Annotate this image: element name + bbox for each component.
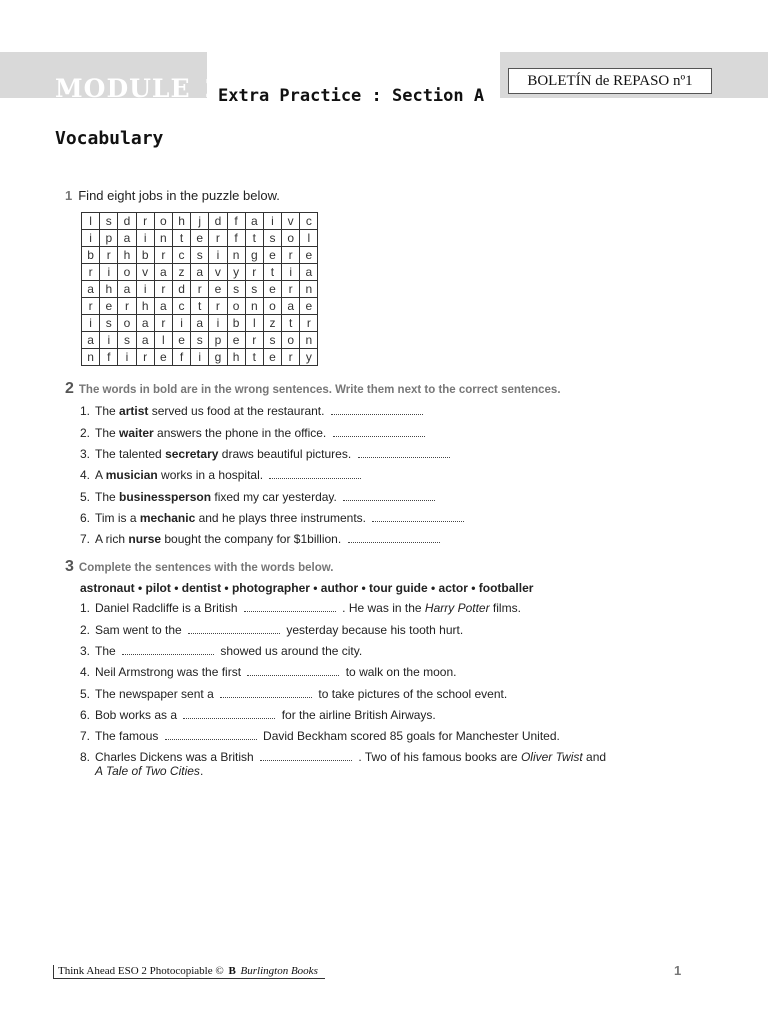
grid-cell[interactable]: p: [209, 332, 227, 349]
grid-cell[interactable]: b: [136, 247, 154, 264]
grid-cell[interactable]: r: [245, 332, 263, 349]
grid-cell[interactable]: s: [245, 281, 263, 298]
grid-row: [82, 264, 318, 281]
grid-cell[interactable]: o: [282, 332, 300, 349]
grid-cell[interactable]: b: [82, 247, 100, 264]
grid-row: [82, 298, 318, 315]
exercise3-heading: [65, 558, 333, 576]
answer-blank[interactable]: [269, 468, 361, 479]
grid-cell[interactable]: n: [300, 281, 318, 298]
grid-cell[interactable]: b: [227, 315, 245, 332]
grid-cell[interactable]: a: [191, 264, 209, 281]
grid-cell[interactable]: s: [191, 332, 209, 349]
italic-title: A Tale of Two Cities: [95, 764, 200, 778]
grid-cell[interactable]: r: [154, 281, 172, 298]
grid-cell[interactable]: a: [300, 264, 318, 281]
grid-cell[interactable]: h: [100, 281, 118, 298]
grid-cell[interactable]: e: [263, 247, 281, 264]
exercise2-item: 7. A rich nurse bought the company for $1billion.: [80, 532, 443, 546]
bold-word: nurse: [128, 532, 162, 546]
grid-cell[interactable]: a: [118, 230, 136, 247]
grid-cell[interactable]: a: [82, 281, 100, 298]
item-number: 3.: [80, 644, 91, 658]
answer-blank[interactable]: [333, 426, 425, 437]
grid-cell[interactable]: n: [300, 332, 318, 349]
grid-cell[interactable]: d: [118, 213, 136, 230]
grid-cell[interactable]: n: [245, 298, 263, 315]
grid-cell[interactable]: l: [300, 230, 318, 247]
grid-cell[interactable]: e: [172, 332, 190, 349]
grid-cell[interactable]: z: [172, 264, 190, 281]
grid-cell[interactable]: y: [300, 349, 318, 366]
grid-cell[interactable]: o: [282, 230, 300, 247]
answer-blank[interactable]: [358, 447, 450, 458]
grid-cell[interactable]: a: [245, 213, 263, 230]
exercise3-number: 3: [65, 558, 74, 575]
grid-cell[interactable]: l: [82, 213, 100, 230]
grid-cell[interactable]: i: [209, 247, 227, 264]
item-number: 8.: [80, 750, 91, 764]
grid-cell[interactable]: a: [154, 298, 172, 315]
grid-cell[interactable]: v: [209, 264, 227, 281]
exercise1-heading: [65, 188, 280, 203]
grid-cell[interactable]: p: [100, 230, 118, 247]
grid-cell[interactable]: e: [100, 298, 118, 315]
answer-blank[interactable]: [220, 687, 312, 698]
bold-word: mechanic: [139, 511, 196, 525]
exercise3-item: 5. The newspaper sent a to take pictures of the school event.: [80, 687, 508, 701]
grid-cell[interactable]: r: [209, 230, 227, 247]
exercise3-item: 6. Bob works as a for the airline British Airways.: [80, 708, 436, 722]
item-number: 1.: [80, 404, 91, 418]
grid-cell[interactable]: i: [100, 332, 118, 349]
item-number: 4.: [80, 665, 91, 679]
exercise3-item: 8. Charles Dickens was a British . Two of his famous books are Oliver Twist and A Tale of Two Cities.: [80, 750, 607, 778]
grid-cell[interactable]: r: [100, 247, 118, 264]
grid-cell[interactable]: r: [154, 247, 172, 264]
grid-cell[interactable]: c: [172, 247, 190, 264]
grid-row: [82, 281, 318, 298]
footer-credit: [53, 965, 325, 979]
item-number: 4.: [80, 468, 91, 482]
grid-cell[interactable]: f: [227, 230, 245, 247]
grid-cell[interactable]: r: [82, 264, 100, 281]
exercise3-item: 4. Neil Armstrong was the first to walk on the moon.: [80, 665, 457, 679]
grid-cell[interactable]: a: [136, 332, 154, 349]
grid-row: [82, 213, 318, 230]
exercise3-item: 2. Sam went to the yesterday because his tooth hurt.: [80, 623, 464, 637]
exercise2-item: 6. Tim is a mechanic and he plays three instruments.: [80, 511, 467, 525]
grid-cell[interactable]: e: [300, 247, 318, 264]
answer-blank[interactable]: [122, 644, 214, 655]
grid-cell[interactable]: a: [191, 315, 209, 332]
page-number: 1: [674, 963, 682, 978]
grid-cell[interactable]: f: [100, 349, 118, 366]
grid-cell[interactable]: i: [282, 264, 300, 281]
item-number: 2.: [80, 426, 91, 440]
item-number: 6.: [80, 511, 91, 525]
grid-cell[interactable]: a: [136, 315, 154, 332]
grid-cell[interactable]: a: [118, 281, 136, 298]
grid-cell[interactable]: r: [245, 264, 263, 281]
exercise2-item: 2. The waiter answers the phone in the office.: [80, 426, 428, 440]
answer-blank[interactable]: [372, 511, 464, 522]
italic-title: Oliver Twist: [520, 750, 583, 764]
publisher-name: Burlington Books: [240, 965, 318, 977]
exercise2-number: 2: [65, 380, 74, 397]
grid-cell[interactable]: r: [282, 349, 300, 366]
exercise2-item: 4. A musician works in a hospital.: [80, 468, 364, 482]
grid-cell[interactable]: s: [263, 332, 281, 349]
grid-cell[interactable]: v: [282, 213, 300, 230]
grid-cell[interactable]: s: [100, 315, 118, 332]
answer-blank[interactable]: [165, 729, 257, 740]
exercise3-item: 7. The famous David Beckham scored 85 goals for Manchester United.: [80, 729, 560, 743]
grid-cell[interactable]: y: [227, 264, 245, 281]
item-number: 5.: [80, 687, 91, 701]
grid-cell[interactable]: o: [263, 298, 281, 315]
footer-text: Think Ahead ESO 2 Photocopiable ©: [58, 965, 224, 977]
bold-word: secretary: [165, 447, 219, 461]
grid-cell[interactable]: n: [154, 230, 172, 247]
grid-cell[interactable]: r: [154, 315, 172, 332]
grid-cell[interactable]: t: [172, 230, 190, 247]
item-number: 5.: [80, 490, 91, 504]
grid-cell[interactable]: g: [209, 349, 227, 366]
publisher-logo: B: [228, 965, 236, 977]
answer-blank[interactable]: [331, 404, 423, 415]
grid-cell[interactable]: s: [263, 230, 281, 247]
item-number: 2.: [80, 623, 91, 637]
grid-cell[interactable]: r: [282, 247, 300, 264]
grid-cell[interactable]: l: [154, 332, 172, 349]
exercise3-item: 3. The showed us around the city.: [80, 644, 363, 658]
answer-blank[interactable]: [188, 623, 280, 634]
grid-cell[interactable]: r: [82, 298, 100, 315]
answer-blank[interactable]: [247, 665, 339, 676]
grid-cell[interactable]: o: [118, 315, 136, 332]
grid-cell[interactable]: i: [209, 315, 227, 332]
grid-cell[interactable]: o: [154, 213, 172, 230]
grid-cell[interactable]: t: [282, 315, 300, 332]
grid-cell[interactable]: h: [172, 213, 190, 230]
grid-cell[interactable]: a: [154, 264, 172, 281]
grid-cell[interactable]: a: [282, 298, 300, 315]
exercise2-item: 5. The businessperson fixed my car yesterday.: [80, 490, 438, 504]
grid-cell[interactable]: f: [172, 349, 190, 366]
grid-cell[interactable]: i: [172, 315, 190, 332]
answer-blank[interactable]: [244, 601, 336, 612]
exercise3-item: 1. Daniel Radcliffe is a British . He was in the Harry Potter films.: [80, 601, 521, 615]
module-label: MODULE 2: [55, 74, 223, 103]
grid-cell[interactable]: t: [245, 230, 263, 247]
grid-cell[interactable]: g: [245, 247, 263, 264]
grid-cell[interactable]: e: [300, 298, 318, 315]
exercise2-item: 3. The talented secretary draws beautiful pictures.: [80, 447, 453, 461]
answer-blank[interactable]: [343, 490, 435, 501]
item-number: 3.: [80, 447, 91, 461]
grid-cell[interactable]: r: [136, 349, 154, 366]
grid-cell[interactable]: i: [191, 349, 209, 366]
grid-cell[interactable]: i: [118, 349, 136, 366]
grid-cell[interactable]: h: [227, 349, 245, 366]
grid-cell[interactable]: r: [282, 281, 300, 298]
grid-cell[interactable]: l: [245, 315, 263, 332]
grid-cell[interactable]: e: [227, 332, 245, 349]
grid-cell[interactable]: i: [136, 230, 154, 247]
grid-cell[interactable]: s: [227, 281, 245, 298]
grid-cell[interactable]: i: [263, 213, 281, 230]
exercise1-number: 1: [65, 188, 73, 203]
exercise2-heading: [65, 380, 561, 398]
grid-cell[interactable]: h: [136, 298, 154, 315]
grid-cell[interactable]: e: [263, 281, 281, 298]
italic-title: Harry Potter: [424, 601, 490, 615]
grid-cell[interactable]: f: [227, 213, 245, 230]
grid-cell[interactable]: e: [191, 230, 209, 247]
bold-word: artist: [119, 404, 149, 418]
grid-cell[interactable]: d: [209, 213, 227, 230]
bold-word: musician: [105, 468, 158, 482]
grid-cell[interactable]: d: [172, 281, 190, 298]
item-number: 6.: [80, 708, 91, 722]
grid-cell[interactable]: r: [191, 281, 209, 298]
grid-cell[interactable]: e: [263, 349, 281, 366]
grid-row: [82, 230, 318, 247]
grid-cell[interactable]: i: [82, 315, 100, 332]
grid-cell[interactable]: r: [136, 213, 154, 230]
grid-cell[interactable]: h: [118, 247, 136, 264]
answer-blank[interactable]: [348, 532, 440, 543]
grid-cell[interactable]: s: [100, 213, 118, 230]
bold-word: waiter: [119, 426, 154, 440]
grid-cell[interactable]: s: [191, 247, 209, 264]
grid-cell[interactable]: r: [300, 315, 318, 332]
item-number: 1.: [80, 601, 91, 615]
grid-cell[interactable]: a: [82, 332, 100, 349]
grid-cell[interactable]: e: [209, 281, 227, 298]
grid-row: [82, 315, 318, 332]
grid-cell[interactable]: s: [118, 332, 136, 349]
exercise3-instruction: Complete the sentences with the words below.: [78, 562, 334, 574]
answer-blank[interactable]: [183, 708, 275, 719]
grid-cell[interactable]: v: [136, 264, 154, 281]
grid-cell[interactable]: r: [209, 298, 227, 315]
grid-cell[interactable]: t: [263, 264, 281, 281]
boletin-box: BOLETÍN de REPASO nº1: [508, 68, 712, 94]
grid-cell[interactable]: z: [263, 315, 281, 332]
grid-cell[interactable]: n: [227, 247, 245, 264]
grid-cell[interactable]: t: [191, 298, 209, 315]
word-bank: astronaut • pilot • dentist • photographer • author • tour guide • actor • footballer: [80, 581, 534, 595]
grid-cell[interactable]: o: [227, 298, 245, 315]
grid-cell[interactable]: t: [245, 349, 263, 366]
grid-cell[interactable]: e: [154, 349, 172, 366]
grid-cell[interactable]: i: [82, 230, 100, 247]
item-number: 7.: [80, 729, 91, 743]
page-title: Extra Practice : Section A: [218, 86, 485, 106]
grid-cell[interactable]: r: [118, 298, 136, 315]
exercise2-item: 1. The artist served us food at the restaurant.: [80, 404, 426, 418]
section-title: Vocabulary: [55, 128, 164, 149]
word-search-grid: [81, 212, 318, 366]
answer-blank[interactable]: [260, 750, 352, 761]
grid-cell[interactable]: i: [136, 281, 154, 298]
grid-cell[interactable]: n: [82, 349, 100, 366]
grid-row: [82, 332, 318, 349]
grid-cell[interactable]: o: [118, 264, 136, 281]
grid-cell[interactable]: i: [100, 264, 118, 281]
exercise2-instruction: The words in bold are in the wrong sentences. Write them next to the correct sentences.: [78, 384, 561, 396]
item-number: 7.: [80, 532, 91, 546]
grid-cell[interactable]: c: [172, 298, 190, 315]
grid-cell[interactable]: j: [191, 213, 209, 230]
grid-row: [82, 349, 318, 366]
grid-cell[interactable]: c: [300, 213, 318, 230]
grid-row: [82, 247, 318, 264]
bold-word: businessperson: [119, 490, 212, 504]
exercise1-instruction: Find eight jobs in the puzzle below.: [78, 188, 280, 203]
